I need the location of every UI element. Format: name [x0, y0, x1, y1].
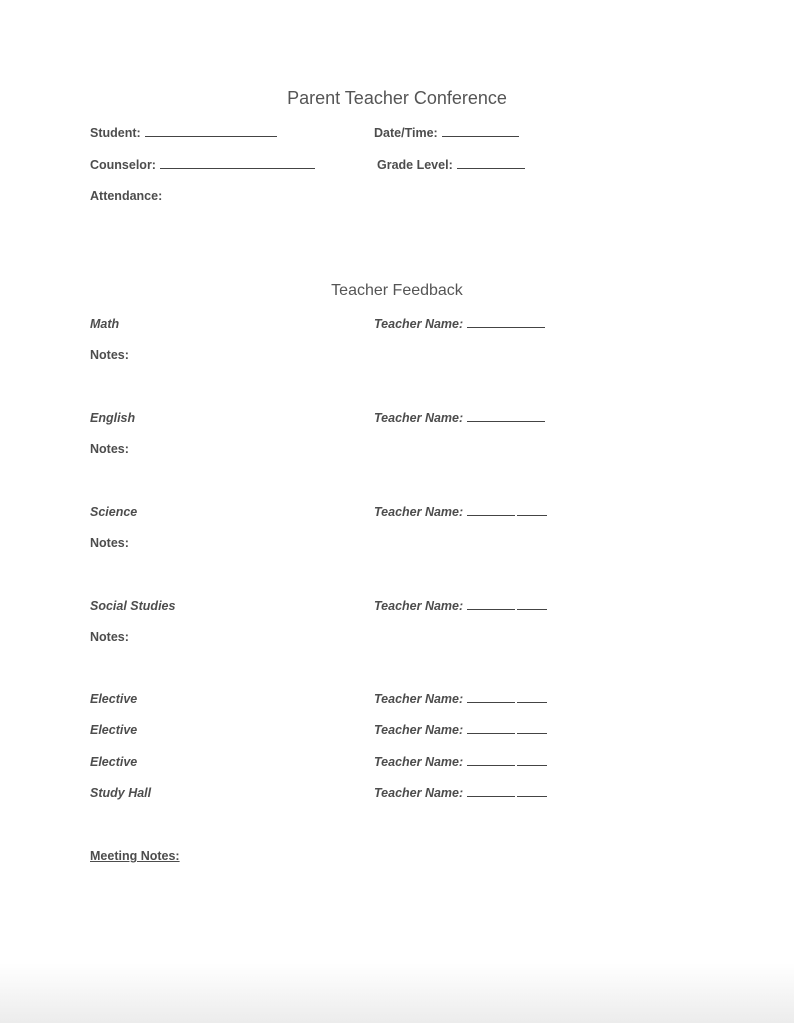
teacher-name-field [374, 722, 549, 738]
teacher-name-label: Teacher Name: [374, 505, 464, 519]
teacher-name-blank[interactable] [467, 723, 549, 734]
section-title: Teacher Feedback [331, 282, 463, 299]
student-blank[interactable] [145, 125, 277, 137]
teacher-name-blank[interactable] [467, 599, 549, 610]
meeting-notes-label: Meeting Notes: [90, 849, 180, 863]
teacher-name-blank[interactable] [467, 316, 545, 328]
teacher-name-blank[interactable] [467, 410, 545, 422]
subject-label: English [90, 411, 136, 425]
attendance-label: Attendance: [90, 189, 163, 203]
teacher-name-field [374, 410, 545, 426]
subject-label: Math [90, 317, 120, 331]
teacher-name-blank[interactable] [467, 692, 549, 703]
grade-level-blank[interactable] [457, 157, 525, 169]
page-bottom-shadow [0, 963, 794, 1023]
notes-label: Notes: [90, 536, 129, 550]
date-time-field [374, 125, 519, 141]
subject-label: Social Studies [90, 599, 176, 613]
teacher-name-label: Teacher Name: [374, 692, 464, 706]
teacher-name-label: Teacher Name: [374, 755, 464, 769]
grade-level-label: Grade Level: [377, 158, 453, 172]
subject-label: Study Hall [90, 786, 152, 800]
teacher-name-label: Teacher Name: [374, 599, 464, 613]
date-time-label: Date/Time: [374, 126, 438, 140]
counselor-blank[interactable] [160, 157, 315, 169]
teacher-name-blank[interactable] [467, 786, 549, 797]
counselor-label: Counselor: [90, 158, 156, 172]
teacher-name-field [374, 754, 549, 770]
subject-label: Elective [90, 723, 138, 737]
grade-level-field [377, 157, 525, 173]
student-label: Student: [90, 126, 141, 140]
teacher-name-field [374, 316, 545, 332]
attendance-field [90, 188, 162, 204]
subject-label: Elective [90, 692, 138, 706]
student-field [90, 125, 277, 141]
teacher-name-label: Teacher Name: [374, 411, 464, 425]
teacher-name-label: Teacher Name: [374, 723, 464, 737]
meeting-notes-field [90, 848, 180, 864]
date-time-blank[interactable] [442, 125, 519, 137]
subject-label: Elective [90, 755, 138, 769]
teacher-name-field [374, 504, 549, 520]
teacher-name-blank[interactable] [467, 505, 549, 516]
page-title: Parent Teacher Conference [287, 88, 507, 108]
teacher-name-field [374, 785, 549, 801]
counselor-field [90, 157, 315, 173]
teacher-name-blank[interactable] [467, 755, 549, 766]
teacher-name-label: Teacher Name: [374, 786, 464, 800]
subject-label: Science [90, 505, 138, 519]
notes-label: Notes: [90, 442, 129, 456]
notes-label: Notes: [90, 348, 129, 362]
teacher-name-field [374, 598, 549, 614]
teacher-name-field [374, 691, 549, 707]
notes-label: Notes: [90, 630, 129, 644]
teacher-name-label: Teacher Name: [374, 317, 464, 331]
